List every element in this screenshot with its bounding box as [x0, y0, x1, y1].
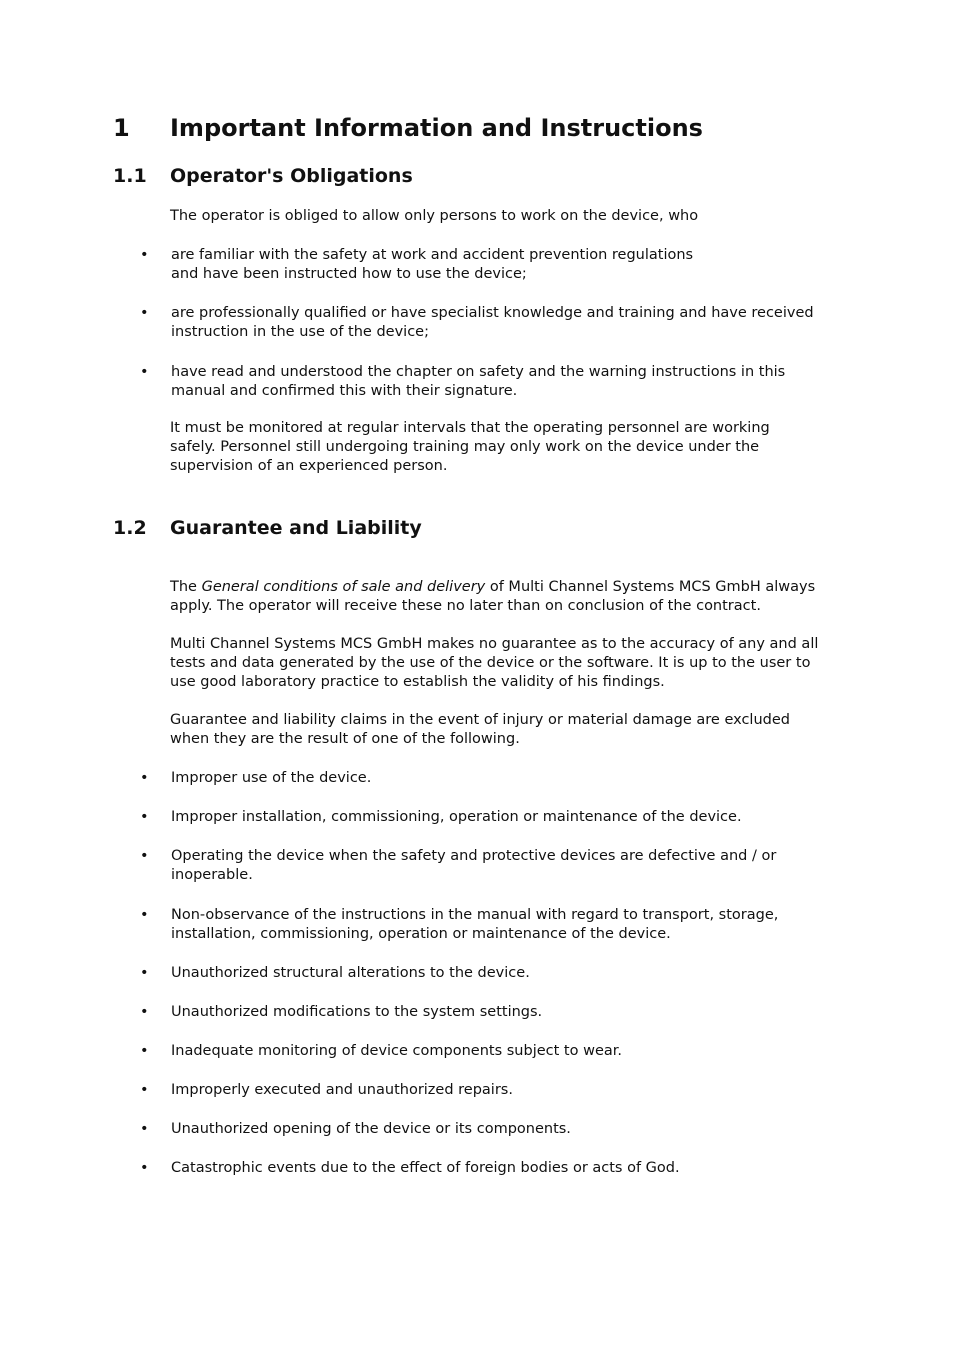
bullet-icon: •: [140, 247, 149, 263]
chapter-number: 1: [113, 114, 130, 142]
section-number: 1.1: [113, 165, 147, 187]
list-item-text: Improper use of the device.: [171, 770, 372, 786]
section-title: Guarantee and Liability: [170, 517, 422, 539]
bullet-icon: •: [140, 1121, 149, 1137]
section-1-1-closing: It must be monitored at regular intervals that the operating personnel are working safely. Personnel still undergoing training may only work on the device under the supervision of an experienced person.: [170, 420, 770, 474]
bullet-icon: •: [140, 1004, 149, 1020]
list-item-text: Inadequate monitoring of device components subject to wear.: [171, 1043, 622, 1059]
list-item-text: Unauthorized opening of the device or its components.: [171, 1121, 571, 1137]
list-item-text: have read and understood the chapter on safety and the warning instructions in this manual and confirmed this with their signature.: [171, 364, 786, 399]
bullet-icon: •: [140, 965, 149, 981]
bullet-icon: •: [140, 770, 149, 786]
paragraph-text: of Multi Channel Systems MCS GmbH always apply. The operator will receive these no later than on conclusion of the contract.: [170, 579, 816, 614]
section-1-2-paragraph-claims: Guarantee and liability claims in the event of injury or material damage are excluded when they are the result of one of the following.: [170, 712, 790, 747]
conditions-title: General conditions of sale and delivery: [201, 579, 486, 595]
list-item-text: Improperly executed and unauthorized repairs.: [171, 1082, 513, 1098]
section-title: Operator's Obligations: [170, 165, 413, 187]
list-item-text: Unauthorized modifications to the system settings.: [171, 1004, 543, 1020]
list-item-text: Unauthorized structural alterations to the device.: [171, 965, 530, 981]
list-item-text: Non-observance of the instructions in the manual with regard to transport, storage, installation, commissioning, operation or maintenance of the device.: [171, 907, 779, 942]
list-item-text: are professionally qualified or have specialist knowledge and training and have received instruction in the use of the device;: [171, 305, 814, 340]
section-1-1-intro: The operator is obliged to allow only persons to work on the device, who: [170, 208, 699, 224]
bullet-icon: •: [140, 1043, 149, 1059]
bullet-icon: •: [140, 809, 149, 825]
list-item-text: are familiar with the safety at work and accident prevention regulations and have been instructed how to use the device;: [171, 247, 694, 282]
list-item-text: Operating the device when the safety and protective devices are defective and / or inoperable.: [171, 848, 777, 883]
bullet-icon: •: [140, 1082, 149, 1098]
paragraph-text: The: [170, 579, 202, 595]
bullet-icon: •: [140, 907, 149, 923]
section-1-2-paragraph-conditions: [170, 578, 860, 616]
bullet-icon: •: [140, 364, 149, 380]
list-item-text: Improper installation, commissioning, operation or maintenance of the device.: [171, 809, 742, 825]
section-1-2-paragraph-guarantee: Multi Channel Systems MCS GmbH makes no guarantee as to the accuracy of any and all tests and data generated by the use of the device or the software. It is up to the user to use good laboratory practice to establish the validity of his findings.: [170, 636, 819, 690]
list-item-text: Catastrophic events due to the effect of foreign bodies or acts of God.: [171, 1160, 680, 1176]
bullet-icon: •: [140, 305, 149, 321]
bullet-icon: •: [140, 848, 149, 864]
bullet-icon: •: [140, 1160, 149, 1176]
chapter-title: Important Information and Instructions: [170, 114, 703, 142]
section-number: 1.2: [113, 517, 147, 539]
